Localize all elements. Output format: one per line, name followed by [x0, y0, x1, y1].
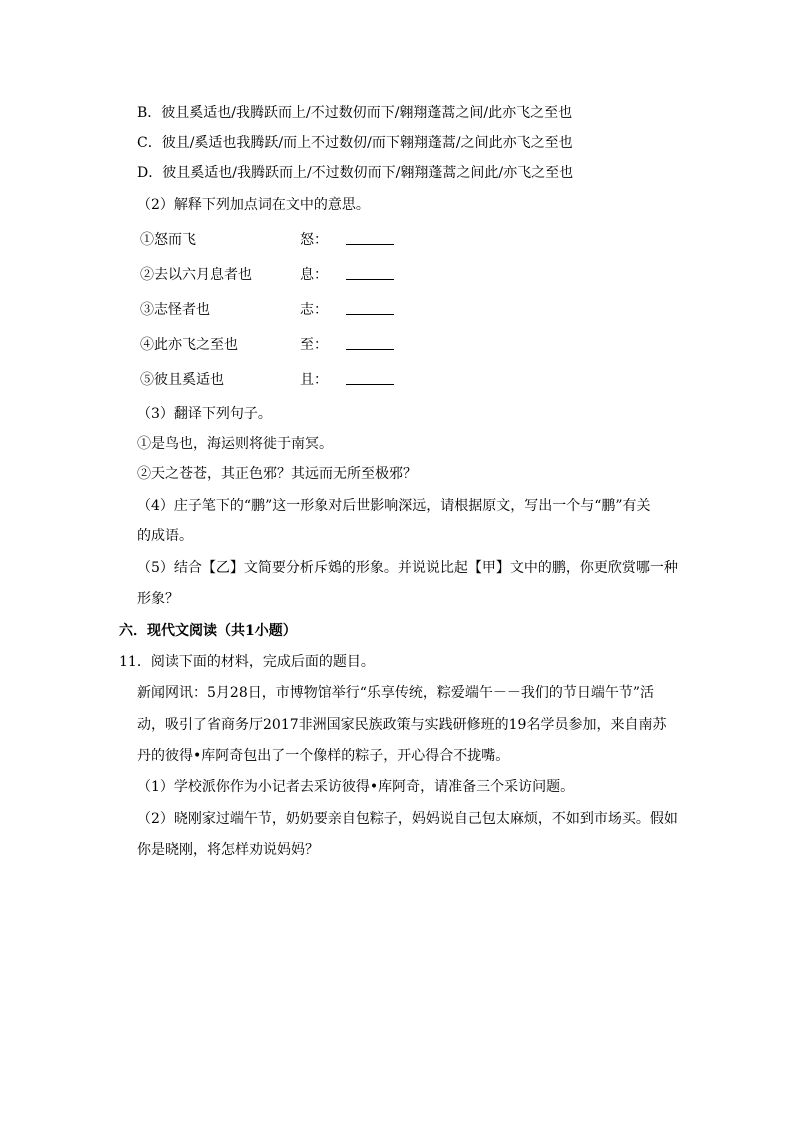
word-key: 息： — [300, 267, 328, 283]
answer-blank[interactable] — [346, 244, 394, 245]
news-line-2: 动，吸引了省商务厅2017非洲国家民族政策与实践研修班的19名学员参加，来自南苏 — [137, 717, 667, 733]
subquestion-4: （4）庄子笔下的“鹏”这一形象对后世影响深远，请根据原文，写出一个与“鹏”有关 — [137, 498, 651, 514]
word-key: 志： — [300, 302, 328, 318]
news-line-3: 丹的彼得•库阿奇包出了一个像样的粽子，开心得合不拢嘴。 — [137, 748, 510, 764]
question-11-2-cont: 你是晓刚，将怎样劝说妈妈？ — [137, 842, 319, 858]
word-key: 怒： — [300, 232, 328, 248]
section-heading: 六．现代文阅读（共1小题） — [119, 623, 297, 639]
question-11-2: （2）晓刚家过端午节，奶奶要亲自包粽子，妈妈说自己包太麻烦，不如到市场买。假如 — [137, 811, 678, 827]
word-phrase: ④此亦飞之至也 — [140, 337, 238, 353]
word-key: 且： — [300, 372, 328, 388]
subquestion-5: （5）结合【乙】文简要分析斥鴳的形象。并说说比起【甲】文中的鹏，你更欣赏哪一种 — [137, 560, 678, 576]
subquestion-4-cont: 的成语。 — [137, 528, 193, 544]
word-phrase: ③志怪者也 — [140, 302, 210, 318]
word-phrase: ⑤彼且奚适也 — [140, 372, 224, 388]
answer-blank[interactable] — [346, 349, 394, 350]
subquestion-2: （2）解释下列加点词在文中的意思。 — [137, 197, 370, 213]
word-phrase: ②去以六月息者也 — [140, 267, 252, 283]
sentence-2: ②天之苍苍，其正色邪？其远而无所至极邪？ — [137, 466, 417, 482]
question-11: 11．阅读下面的材料，完成后面的题目。 — [119, 654, 375, 670]
news-line-1: 新闻网讯：5月28日，市博物馆举行“乐享传统，粽爱端午－－我们的节日端午节”活 — [137, 685, 655, 701]
option-d: D．彼且奚适也/我腾跃而上/不过数仞而下/翱翔蓬蒿之间此/亦飞之至也 — [137, 165, 574, 181]
word-phrase: ①怒而飞 — [140, 232, 196, 248]
answer-blank[interactable] — [346, 314, 394, 315]
question-11-1: （1）学校派你作为小记者去采访彼得•库阿奇，请准备三个采访问题。 — [137, 779, 575, 795]
sentence-1: ①是鸟也，海运则将徙于南冥。 — [137, 436, 333, 452]
word-key: 至： — [300, 337, 328, 353]
subquestion-5-cont: 形象？ — [137, 591, 179, 607]
option-b: B．彼且奚适也/我腾跃而上/不过数仞而下/翱翔蓬蒿之间/此亦飞之至也 — [137, 105, 573, 121]
subquestion-3: （3）翻译下列句子。 — [137, 406, 272, 422]
answer-blank[interactable] — [346, 279, 394, 280]
option-c: C．彼且/奚适也我腾跃/而上不过数仞/而下翱翔蓬蒿/之间此亦飞之至也 — [137, 135, 573, 151]
answer-blank[interactable] — [346, 384, 394, 385]
